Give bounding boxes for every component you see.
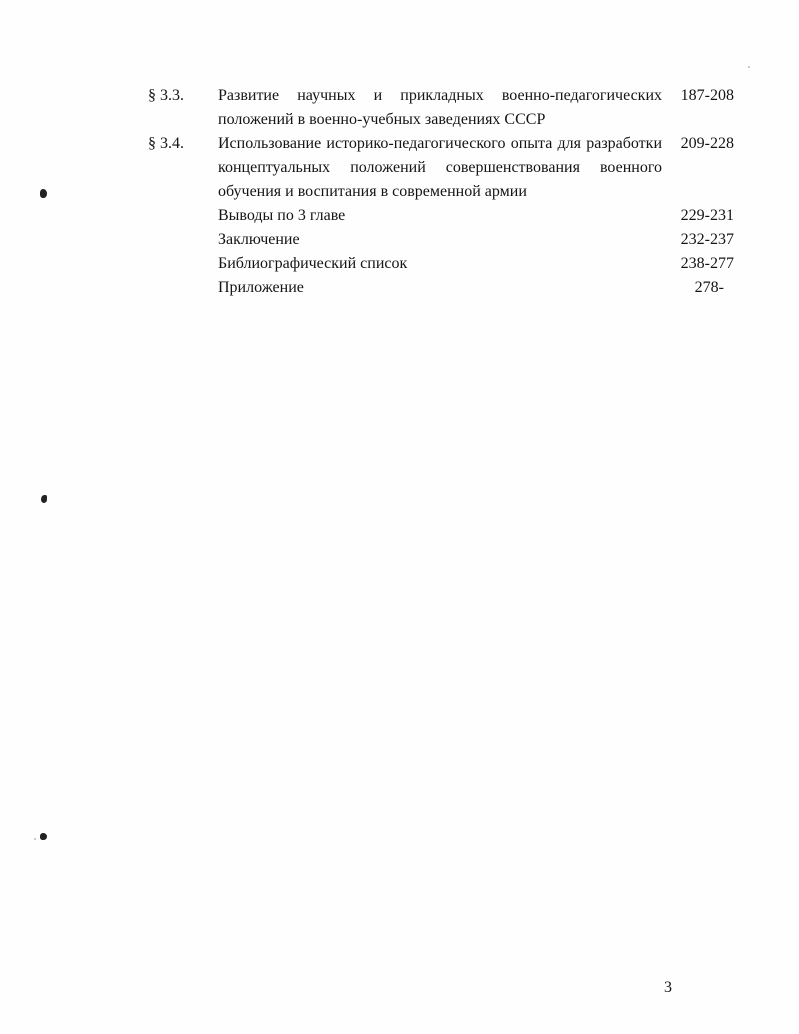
punch-hole-mark (40, 189, 47, 198)
toc-entry-title: Развитие научных и прикладных военно-педагогических положений в военно-учебных заведениях СССР (218, 87, 662, 128)
toc-entry-conclusion (148, 228, 734, 252)
scan-speck (34, 838, 36, 840)
toc-entry-title: Использование историко-педагогического опыта для разработки концептуальных положений совершенствования военного обучения и воспитания в современной армии (218, 135, 662, 200)
toc-entry-pages: 278- (694, 279, 724, 296)
toc-entry-conclusions-ch3 (148, 204, 734, 228)
toc-entry-title: Заключение (218, 231, 300, 248)
toc-entry-title: Библиографический список (218, 255, 408, 272)
toc-entry-appendix (148, 276, 734, 300)
punch-hole-mark (41, 495, 47, 503)
toc-entry-number: § 3.3. (148, 87, 184, 104)
toc-entry-number: § 3.4. (148, 135, 184, 152)
scan-speck (748, 66, 750, 68)
toc-entry-pages: 229-231 (680, 207, 734, 224)
toc-entry-bibliography (148, 252, 734, 276)
toc-entry-title: Приложение (218, 279, 304, 296)
page-number: 3 (664, 979, 672, 996)
toc-entry-pages: 232-237 (680, 231, 734, 248)
toc-entry-pages: 209-228 (680, 135, 734, 152)
punch-hole-mark (40, 833, 47, 840)
table-of-contents (148, 84, 734, 300)
toc-entry-title: Выводы по 3 главе (218, 207, 346, 224)
toc-entry-3-3 (148, 84, 734, 132)
toc-entry-pages: 187-208 (680, 87, 734, 104)
toc-entry-3-4 (148, 132, 734, 204)
toc-entry-pages: 238-277 (680, 255, 734, 272)
